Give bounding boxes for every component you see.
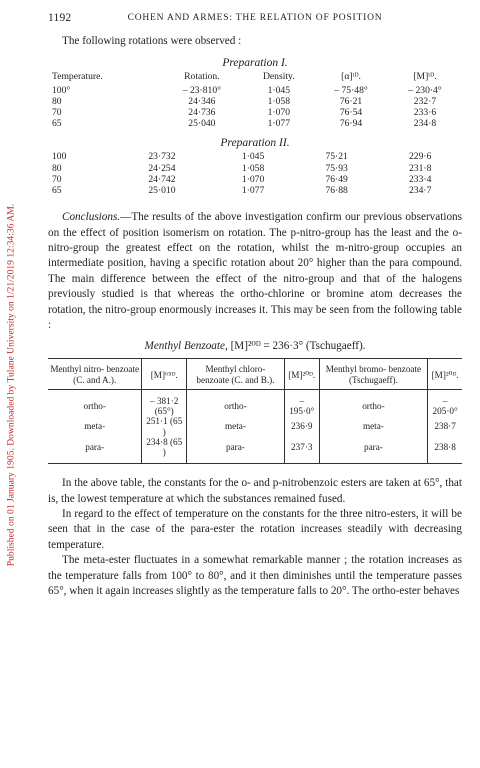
col-density: Density. <box>263 71 295 83</box>
table-cell: ortho- <box>319 389 428 416</box>
preparation-1-title: Preparation I. <box>222 57 288 70</box>
conclusions-label: Conclusions. <box>62 211 121 224</box>
col-rotation: Rotation. <box>184 71 220 83</box>
download-notice-text: Published on 01 January 1905. Downloaded by Tulane University on 1/21/2019 12:34:36 AM. <box>5 203 17 567</box>
mb-head-chloro: Menthyl chloro- benzoate (C. and B.). <box>187 359 285 389</box>
table-cell: para- <box>48 437 142 464</box>
table-cell: 1·077 <box>267 118 291 130</box>
table-row <box>48 151 462 162</box>
table-cell: 100° <box>52 84 71 96</box>
table-cell: 24·346 <box>188 95 216 107</box>
table-cell: 232·7 <box>413 95 437 107</box>
table-cell: meta- <box>48 416 142 436</box>
table-cell: 65 <box>52 185 62 197</box>
table-cell: 65 <box>52 118 62 130</box>
mb-head-bromo: Menthyl bromo- benzoate (Tschugaeff). <box>319 359 428 389</box>
mb-head-m20-chloro: [M]²⁰ᴰ. <box>284 359 319 389</box>
mb-table-header <box>48 359 462 389</box>
table-cell: 76·21 <box>339 95 363 107</box>
table-cell: 233·6 <box>413 107 437 119</box>
table-cell: 234·8 (65 ) <box>142 437 187 464</box>
table-cell: 24·742 <box>148 173 176 185</box>
table-cell: 75·93 <box>325 162 348 174</box>
table-cell: 25·040 <box>188 118 216 130</box>
table-row <box>48 163 462 174</box>
table-cell: 76·54 <box>339 107 363 119</box>
table-row <box>48 96 462 107</box>
rotation-table <box>48 71 462 129</box>
conclusions-text: —The results of the above investigation confirm our previous observations on the effect of position isomerism on rotation. The p-nitro-group has the least and the o-nitro-group the greatest effect on the rotation, whilst the m-nitro-group occupies an intermediate position, having a specific rotation about 20° higher than the para compound. The main difference between the effect of the nitro-group and that of the halogens previously studied is that whereas the ortho-chlorine or bromine atom decreases the rotation, the nitro-group enormously increases it. This may be seen from the following table : <box>48 211 462 332</box>
table-row <box>48 389 462 416</box>
table-cell: 1·045 <box>241 151 265 163</box>
mb-table-rows <box>48 389 462 463</box>
table-cell: ortho- <box>48 389 142 416</box>
table-cell: 100 <box>52 151 67 163</box>
table-cell: 70 <box>52 173 62 185</box>
table-cell: 234·7 <box>409 185 432 197</box>
preparation-1-rows <box>48 85 462 130</box>
intro-text: The following rotations were observed : <box>62 35 242 47</box>
table-row <box>48 85 462 96</box>
table-cell: – 230·4° <box>408 84 442 96</box>
benzoate-label: Menthyl Benzoate, <box>144 340 228 353</box>
table-cell: 24·736 <box>188 107 216 119</box>
conclusions-paragraph <box>48 210 462 333</box>
table-cell: ortho- <box>187 389 285 416</box>
page-number: 1192 <box>48 12 72 24</box>
table-cell: – 75·48° <box>334 84 368 96</box>
table-cell: 231·8 <box>409 162 432 174</box>
paragraph-temperatures: In the above table, the constants for the o- and p-nitrobenzoic esters are taken at 65°, that is, the lowest temperature at which the substances remained fused. <box>48 477 462 505</box>
table-cell: 76·49 <box>325 173 348 185</box>
table-cell: 251·1 (65 ) <box>142 416 187 436</box>
table-cell: 76·94 <box>339 118 363 130</box>
table-cell: 1·070 <box>241 173 265 185</box>
table-row <box>48 185 462 196</box>
table-cell: 237·3 <box>284 437 319 464</box>
table-cell: 23·732 <box>148 151 176 163</box>
table-cell: 80 <box>52 95 62 107</box>
mb-head-nitro: Menthyl nitro- benzoate (C. and A.). <box>48 359 142 389</box>
table-cell: – 381·2 (65°) <box>142 389 187 416</box>
benzoate-line <box>48 339 462 352</box>
mb-head-m20-bromo: [M]²⁰ᴰ. <box>428 359 462 389</box>
running-title: COHEN AND ARMES: THE RELATION OF POSITION <box>127 13 383 23</box>
table-cell: 80 <box>52 162 62 174</box>
table-cell: 233·4 <box>409 173 432 185</box>
table-row <box>48 416 462 436</box>
table-cell: 238·7 <box>434 421 456 432</box>
table-cell: 236·9 <box>284 416 319 436</box>
mb-head-m65: [M]⁶⁵ᴰ. <box>142 359 187 389</box>
table-cell: 70 <box>52 107 62 119</box>
col-temperature: Temperature. <box>52 71 103 83</box>
table-cell: 1·077 <box>241 185 265 197</box>
rotation-table-header <box>48 71 462 84</box>
table-cell: para- <box>187 437 285 464</box>
table-cell: 75·21 <box>325 151 348 163</box>
benzoate-value: [M]²⁰ᴰ = 236·3° (Tschugaeff). <box>230 340 366 353</box>
table-cell: 1·058 <box>241 162 265 174</box>
paragraph-meta-ester: The meta-ester fluctuates in a somewhat remarkable manner ; the rotation increases as the temperature falls from 100° to 80°, and it then diminishes until the temperature passes 65°, when it again increases slightly as the temperature falls to 20°. The ortho-ester behaves <box>48 554 462 597</box>
preparation-2-rows <box>48 151 462 196</box>
col-molecular-rotation: [M]ᵗᴰ. <box>413 71 437 83</box>
page <box>48 12 462 599</box>
table-row <box>48 118 462 129</box>
table-cell: 25·010 <box>148 185 176 197</box>
table-row <box>48 107 462 118</box>
table-cell: meta- <box>187 416 285 436</box>
table-cell: – 23·810° <box>182 84 221 96</box>
table-cell: para- <box>319 437 428 464</box>
table-cell: 238·8 <box>434 441 456 452</box>
table-cell: 1·070 <box>267 107 291 119</box>
paragraph-temperature-effect: In regard to the effect of temperature on the constants for the three nitro-esters, it will be seen that in the case of the para-ester the rotation increases steadily with decreasing temperature. <box>48 507 462 551</box>
table-cell: 229·6 <box>409 151 432 163</box>
table-row <box>48 437 462 464</box>
table-cell: meta- <box>319 416 428 436</box>
table-cell: – 195·0° <box>284 389 319 416</box>
table-cell: 234·8 <box>413 118 437 130</box>
table-cell: 76·88 <box>325 185 348 197</box>
table-cell: – 205·0° <box>432 395 458 417</box>
col-specific-rotation: [α]ᵗᴰ. <box>341 71 361 83</box>
running-header <box>48 12 462 24</box>
download-notice <box>2 40 20 730</box>
table-row <box>48 174 462 185</box>
table-cell: 24·254 <box>148 162 176 174</box>
rotation-table-2 <box>48 151 462 196</box>
table-cell: 1·045 <box>267 84 291 96</box>
table-cell: 1·058 <box>267 95 291 107</box>
menthyl-benzoate-table <box>48 358 462 464</box>
preparation-2-title: Preparation II. <box>220 137 290 150</box>
